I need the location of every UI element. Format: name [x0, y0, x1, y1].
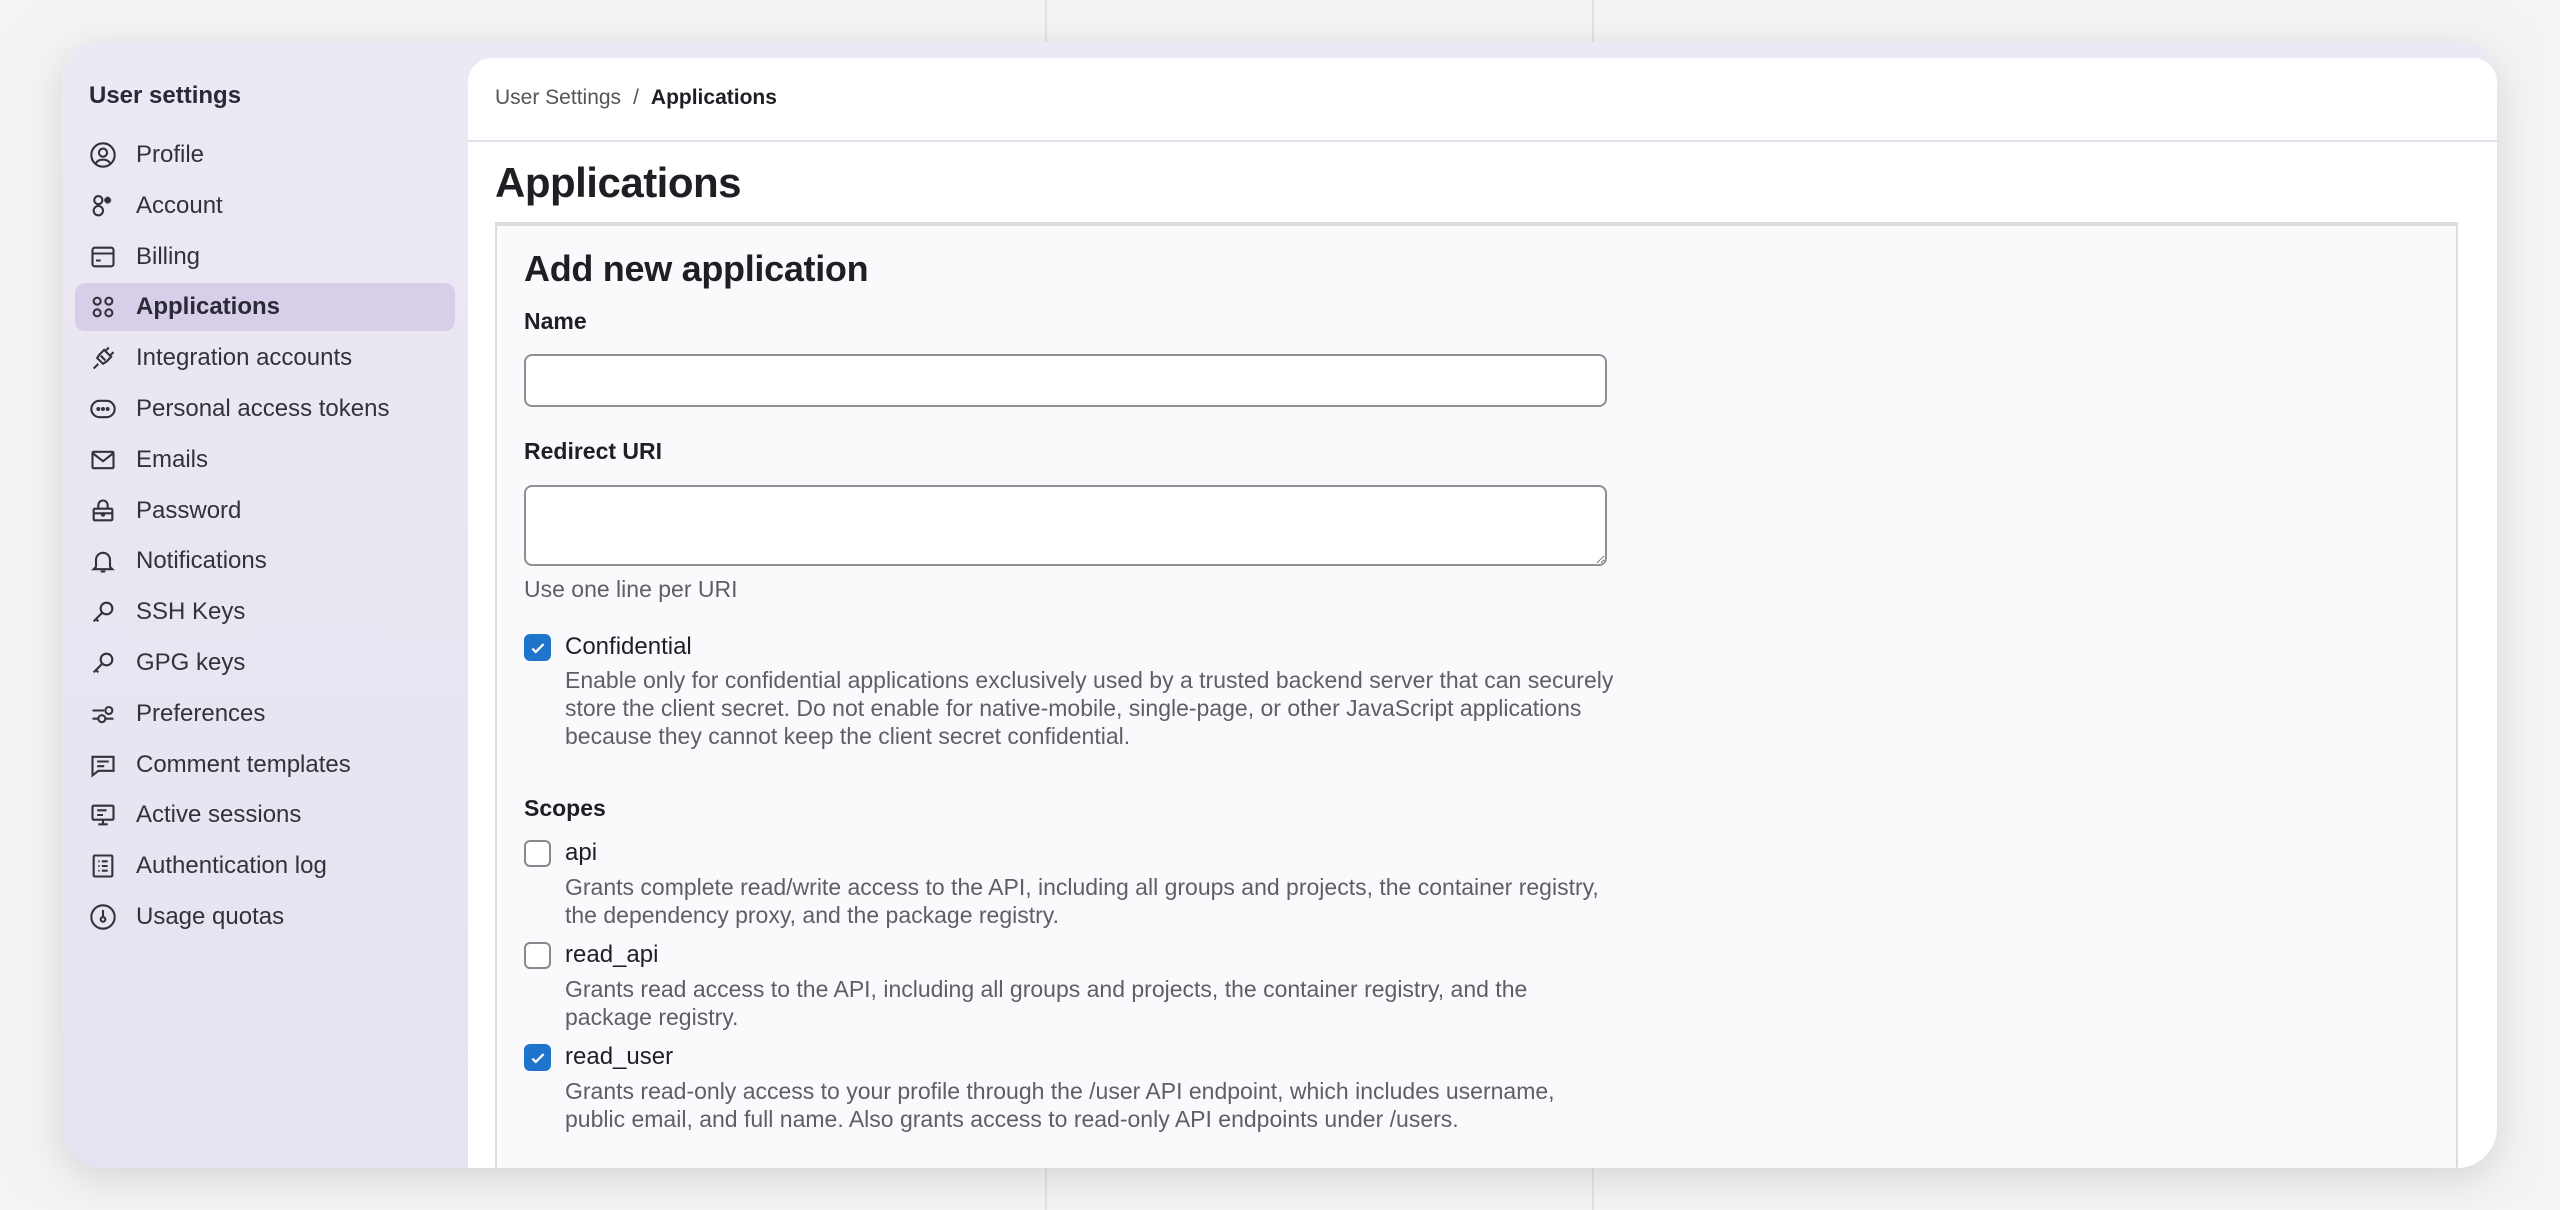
confidential-label[interactable]: Confidential [565, 633, 692, 660]
mail-icon [89, 446, 117, 474]
scope-label[interactable]: read_user [565, 1043, 674, 1070]
scope-description: Grants read access to the API, including all groups and projects, the container registry, and the package registry. [565, 976, 1528, 1030]
check-icon [529, 639, 547, 657]
comment-icon [89, 751, 117, 779]
form-heading: Add new application [524, 248, 869, 289]
sidebar-item-account[interactable] [75, 182, 455, 230]
sidebar-item-label: Authentication log [136, 852, 327, 880]
sidebar-item-label: Usage quotas [136, 902, 285, 930]
sidebar-item-emails[interactable] [75, 436, 455, 484]
account-icon [89, 192, 117, 220]
scope-read_api-checkbox[interactable] [524, 942, 551, 969]
sidebar-item-label: Password [136, 496, 242, 524]
sidebar-item-personal-access-tokens[interactable] [75, 385, 455, 433]
sidebar-item-label: Profile [136, 141, 205, 168]
key-icon [89, 649, 117, 677]
add-application-form [495, 222, 2458, 1168]
sidebar-item-label: Billing [136, 242, 201, 270]
name-input[interactable] [524, 354, 1607, 407]
token-icon [89, 395, 117, 423]
billing-icon [89, 243, 117, 271]
confidential-description: Enable only for confidential applications exclusively used by a trusted backend server that can securely store the client secret. Do not enable for native-mobile, single-page, or other JavaScript applications because they cannot keep the client secret confidential. [565, 667, 1614, 749]
bell-icon [89, 547, 117, 575]
sidebar-item-active-sessions[interactable] [75, 791, 455, 839]
plug-icon [89, 344, 117, 372]
sidebar-item-label: Personal access tokens [136, 394, 390, 422]
sidebar-item-gpg-keys[interactable] [75, 639, 455, 687]
breadcrumb-separator: / [633, 86, 639, 109]
page-title: Applications [495, 159, 742, 206]
sidebar-item-profile[interactable] [75, 131, 455, 179]
sidebar-item-comment-templates[interactable] [75, 741, 455, 789]
sidebar-item-label: Preferences [136, 699, 266, 727]
gauge-icon [89, 903, 117, 931]
monitor-icon [89, 801, 117, 829]
sidebar-item-password[interactable] [75, 487, 455, 535]
check-icon [529, 1049, 547, 1067]
breadcrumb [495, 86, 777, 110]
sidebar-item-label: Active sessions [136, 801, 302, 829]
scope-read_user-checkbox[interactable] [524, 1044, 551, 1071]
main-content [468, 58, 2497, 1168]
sidebar-item-label: SSH Keys [136, 598, 246, 626]
app-frame [62, 42, 2497, 1168]
scope-label[interactable]: api [565, 839, 598, 866]
name-label: Name [524, 308, 587, 334]
sidebar-item-label: Comment templates [136, 750, 351, 778]
breadcrumb-current: Applications [650, 86, 777, 109]
applications-icon [89, 293, 117, 321]
sidebar-item-preferences[interactable] [75, 690, 455, 738]
sidebar-item-authentication-log[interactable] [75, 842, 455, 890]
sidebar-item-label: Integration accounts [136, 344, 353, 372]
profile-icon [89, 141, 117, 169]
log-icon [89, 852, 117, 880]
sidebar-nav [75, 131, 455, 944]
sidebar-item-ssh-keys[interactable] [75, 588, 455, 636]
preferences-icon [89, 700, 117, 728]
breadcrumb-parent[interactable]: User Settings [495, 86, 622, 109]
header-divider [468, 140, 2497, 142]
sidebar-item-label: Applications [136, 293, 281, 321]
sidebar-item-label: GPG keys [136, 648, 246, 676]
sidebar-item-notifications[interactable] [75, 537, 455, 585]
key-icon [89, 598, 117, 626]
scope-description: Grants complete read/write access to the API, including all groups and projects, the container registry, the dependency proxy, and the package registry. [565, 874, 1599, 928]
sidebar-item-applications[interactable] [75, 283, 455, 331]
scopes-label: Scopes [524, 795, 606, 821]
scope-label[interactable]: read_api [565, 941, 659, 968]
redirect-uri-label: Redirect URI [524, 438, 663, 464]
scope-description: Grants read-only access to your profile through the /user API endpoint, which includes username, public email, and full name. Also grants access to read-only API endpoints under /users. [565, 1078, 1555, 1132]
sidebar-item-label: Emails [136, 445, 209, 473]
sidebar-item-billing[interactable] [75, 233, 455, 281]
sidebar-item-label: Account [136, 191, 223, 219]
sidebar-item-usage-quotas[interactable] [75, 893, 455, 941]
sidebar-item-integration-accounts[interactable] [75, 334, 455, 382]
confidential-checkbox[interactable] [524, 634, 551, 661]
scope-api-checkbox[interactable] [524, 840, 551, 867]
lock-icon [89, 497, 117, 525]
redirect-uri-help: Use one line per URI [524, 576, 738, 602]
redirect-uri-textarea[interactable] [524, 485, 1607, 566]
sidebar-item-label: Notifications [136, 547, 267, 575]
sidebar-title: User settings [89, 82, 242, 109]
